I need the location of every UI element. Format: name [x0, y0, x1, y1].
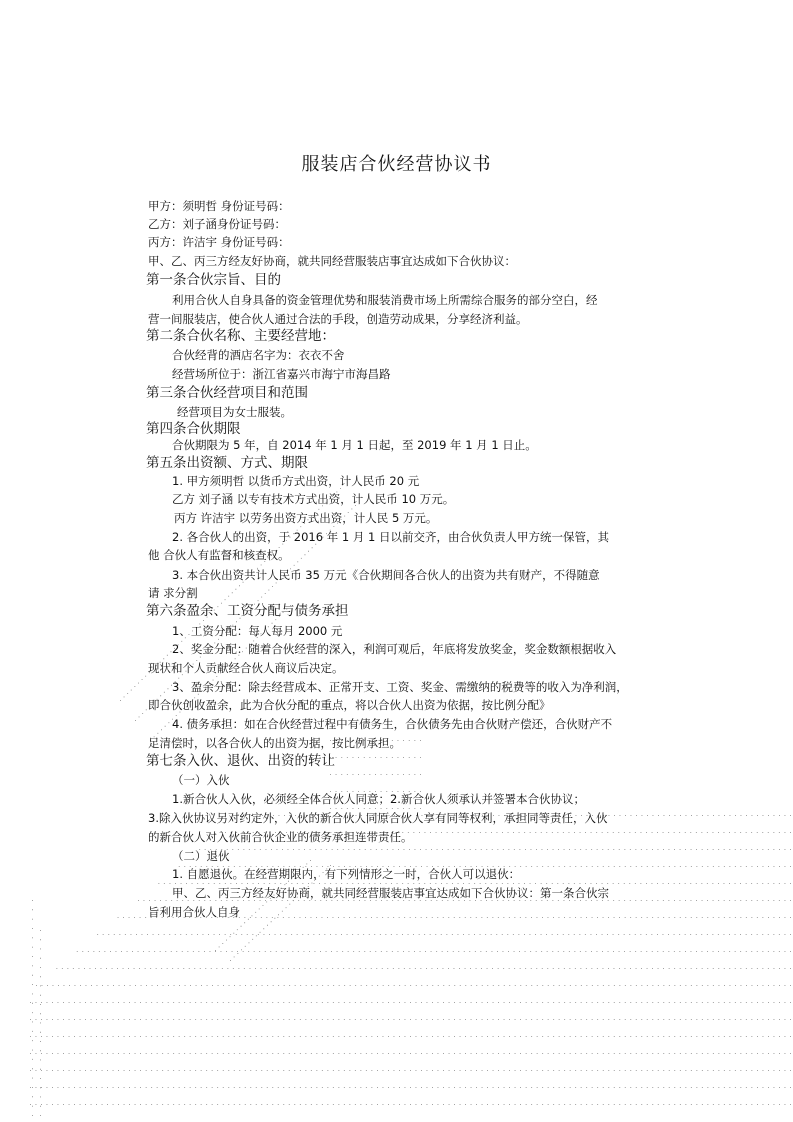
article-6-text-line: 4. 债务承担：如在合伙经营过程中有债务生，合伙债务先由合伙财产偿还，合伙财产不	[172, 717, 613, 731]
article-5-text-line: 3. 本合伙出资共计人民币 35 万元《合伙期间各合伙人的出资为共有财产，不得随意	[172, 568, 600, 582]
party-a-line: 甲方：须明哲 身份证号码：	[148, 199, 290, 213]
article-4-heading: 第四条合伙期限	[146, 421, 241, 437]
article-2-heading: 第二条合伙名称、主要经营地：	[146, 328, 335, 344]
article-6-text-line: 现状和个人贡献经合伙人商议后决定。	[148, 661, 344, 675]
article-1-text-line: 利用合伙人自身具备的资金管理优势和服装消费市场上所需综合服务的部分空白，经	[172, 293, 598, 307]
article-7-text-line: 3.除入伙协议另对约定外，入伙的新合伙人同原合伙人享有同等权利，承担同等责任，入伙	[148, 811, 608, 825]
article-6-text-line: 足清偿时，以各合伙人的出资为据，按比例承担。	[148, 736, 401, 750]
article-5-text-line: 2. 各合伙人的出资，于 2016 年 1 月 1 日以前交齐，由合伙负责人甲方统一保管，其	[172, 530, 609, 544]
article-7-text-line: 1.新合伙人入伙，必须经全体合伙人同意；2.新合伙人须承认并签署本合伙协议；	[172, 792, 585, 806]
article-2-text-line: 经营场所位于：浙江省嘉兴市海宁市海昌路	[172, 367, 391, 381]
article-6-text-line: 1、工资分配：每人每月 2000 元	[172, 624, 343, 638]
article-7-subheading: （二）退伙	[172, 849, 230, 863]
document-title: 服装店合伙经营协议书	[301, 154, 492, 175]
article-1-text-line: 营一间服装店，使合伙人通过合法的手段，创造劳动成果，分享经济利益。	[148, 312, 528, 326]
article-7-text-line: 1. 自愿退伙。在经营期限内，有下列情形之一时，合伙人可以退伙：	[172, 867, 521, 881]
article-2-text-line: 合伙经背的酒店名字为：衣衣不舍	[172, 348, 345, 362]
article-7-text-line: 的新合伙人对入伙前合伙企业的债务承担连带责任。	[148, 830, 413, 844]
article-5-text-line: 1. 甲方须明哲 以货币方式出资，计人民币 20 元	[172, 474, 420, 488]
article-6-text-line: 即合伙创收盈余，此为合伙分配的重点，将以合伙人出资为依据，按比例分配》	[148, 698, 551, 712]
article-1-heading: 第一条合伙宗旨、目的	[146, 272, 281, 288]
party-b-line: 乙方：刘子涵身份证号码：	[148, 217, 286, 231]
article-3-text-line: 经营项目为女士服装。	[177, 405, 292, 419]
article-6-heading: 第六条盈余、工资分配与债务承担	[146, 603, 349, 619]
article-7-text-line: 甲、乙、丙三方经友好协商，就共同经营服装店事宜达成如下合伙协议：第一条合伙宗	[172, 886, 609, 900]
article-6-text-line: 3、盈余分配：除去经营成本、正常开支、工资、奖金、需缴纳的税费等的收入为净利润，	[172, 680, 628, 694]
party-c-line: 丙方：许洁宇 身份证号码：	[148, 235, 290, 249]
article-7-text-line: 旨利用合伙人自身	[148, 905, 240, 919]
article-5-text-line: 请 求分割	[148, 586, 198, 600]
article-5-heading: 第五条出资额、方式、期限	[146, 455, 308, 471]
preamble-line: 甲、乙、丙三方经友好协商，就共同经营服装店事宜达成如下合伙协议：	[148, 254, 516, 268]
article-3-heading: 第三条合伙经营项目和范围	[146, 385, 308, 401]
article-7-heading: 第七条入伙、退伙、出资的转让	[146, 753, 335, 769]
article-4-text-line: 合伙期限为 5 年，自 2014 年 1 月 1 日起，至 2019 年 1 月 1 日止。	[172, 438, 537, 452]
article-5-text-line: 他 合伙人有监督和核查权。	[148, 548, 290, 562]
article-5-text-line: 乙方 刘子涵 以专有技术方式出资，计人民币 10 万元。	[172, 492, 455, 506]
article-5-text-line: 丙方 许洁宇 以劳务出资方式出资，计人民 5 万元。	[174, 511, 438, 525]
article-7-subheading: （一）入伙	[172, 773, 230, 787]
article-6-text-line: 2、奖金分配：随着合伙经营的深入，利润可观后，年底将发放奖金，奖金数额根据收入	[172, 642, 617, 656]
